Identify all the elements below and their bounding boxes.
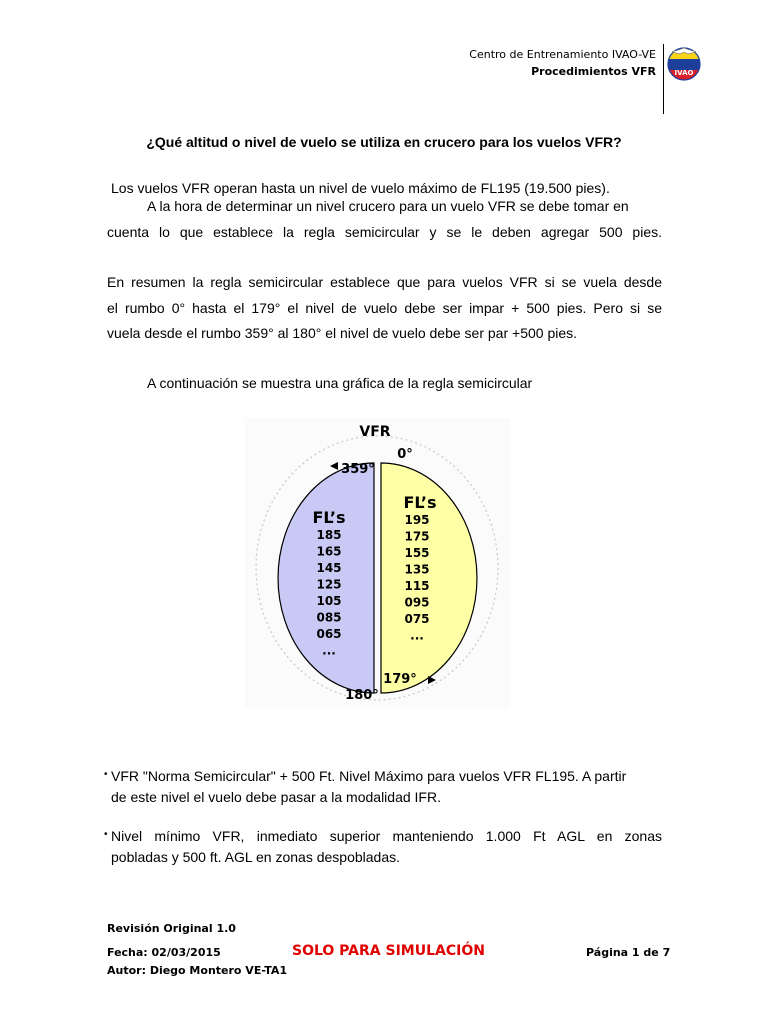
bullet-1-line-1: VFR "Norma Semicircular" + 500 Ft. Nivel Máximo para vuelos VFR FL195. A partir <box>111 768 627 784</box>
bullet-item-2 <box>104 826 662 868</box>
bullet-1-line-2: de este nivel el vuelo debe pasar a la modalidad IFR. <box>111 789 441 805</box>
label-180-deg: 180° <box>345 688 379 703</box>
footer-author: Autor: Diego Montero VE-TA1 <box>107 964 288 977</box>
left-flight-level-4: 105 <box>316 594 342 608</box>
page-header <box>469 46 656 80</box>
left-flight-level-6: 065 <box>316 627 342 641</box>
page-number: Página 1 de 7 <box>586 946 671 959</box>
label-359-deg: 359° <box>341 462 375 477</box>
right-flight-level-3: 135 <box>404 562 430 577</box>
header-organization: Centro de Entrenamiento IVAO-VE <box>469 48 656 61</box>
ivao-venezuela-logo <box>666 44 702 82</box>
right-flight-level-5: 095 <box>404 595 430 610</box>
right-flight-level-1: 175 <box>404 529 430 544</box>
paragraph-1-line-2: A la hora de determinar un nivel crucero para un vuelo VFR se debe tomar en <box>147 198 629 214</box>
header-section: Procedimientos VFR <box>531 65 656 78</box>
paragraph-2-line-3: vuela desde el rumbo 359° al 180° el nivel de vuelo debe ser par +500 pies. <box>107 325 578 341</box>
figure-intro: A continuación se muestra una gráfica de la regla semicircular <box>147 375 533 391</box>
left-flight-level-1: 165 <box>316 544 342 559</box>
semicircular-rule-diagram <box>245 418 510 708</box>
header-divider <box>663 44 664 114</box>
right-flight-level-6: 075 <box>404 612 430 626</box>
right-flight-level-4: 115 <box>404 579 430 593</box>
bullet-marker: • <box>104 769 108 780</box>
left-flight-level-2: 145 <box>316 561 342 575</box>
left-flight-level-7: ... <box>322 643 336 658</box>
right-heading: FL’s <box>403 493 437 512</box>
left-heading: FL’s <box>312 508 346 527</box>
left-flight-level-3: 125 <box>316 577 342 592</box>
bullet-marker: • <box>104 829 108 840</box>
right-flight-level-0: 195 <box>404 513 430 527</box>
paragraph-2-line-1: En resumen la regla semicircular establece que para vuelos VFR si se vuela desde <box>107 274 662 290</box>
left-flight-level-0: 185 <box>316 528 342 542</box>
bullet-item-1 <box>104 766 662 808</box>
footer-revision: Revisión Original 1.0 <box>107 922 236 935</box>
question-title: ¿Qué altitud o nivel de vuelo se utiliza en crucero para los vuelos VFR? <box>146 134 622 150</box>
label-179-deg: 179° <box>383 672 417 687</box>
left-flight-level-5: 085 <box>316 610 342 625</box>
right-flight-level-2: 155 <box>404 546 430 560</box>
paragraph-1-line-1: Los vuelos VFR operan hasta un nivel de vuelo máximo de FL195 (19.500 pies). <box>111 180 610 196</box>
bullet-2-line-1: Nivel mínimo VFR, inmediato superior manteniendo 1.000 Ft AGL en zonas <box>111 828 662 844</box>
bullet-2-line-2: pobladas y 500 ft. AGL en zonas despobladas. <box>111 849 401 865</box>
footer-date: Fecha: 02/03/2015 <box>107 946 221 959</box>
simulation-only-notice: SOLO PARA SIMULACIÓN <box>292 943 485 959</box>
figure-title: VFR <box>359 424 391 440</box>
label-0-deg: 0° <box>397 447 413 462</box>
paragraph-1-line-3: cuenta lo que establece la regla semicircular y se le deben agregar 500 pies. <box>107 224 662 240</box>
logo-text: IVAO <box>674 69 694 77</box>
right-flight-level-7: ... <box>410 628 424 643</box>
paragraph-2-line-2: el rumbo 0° hasta el 179° el nivel de vuelo debe ser impar + 500 pies. Pero si se <box>107 300 662 316</box>
